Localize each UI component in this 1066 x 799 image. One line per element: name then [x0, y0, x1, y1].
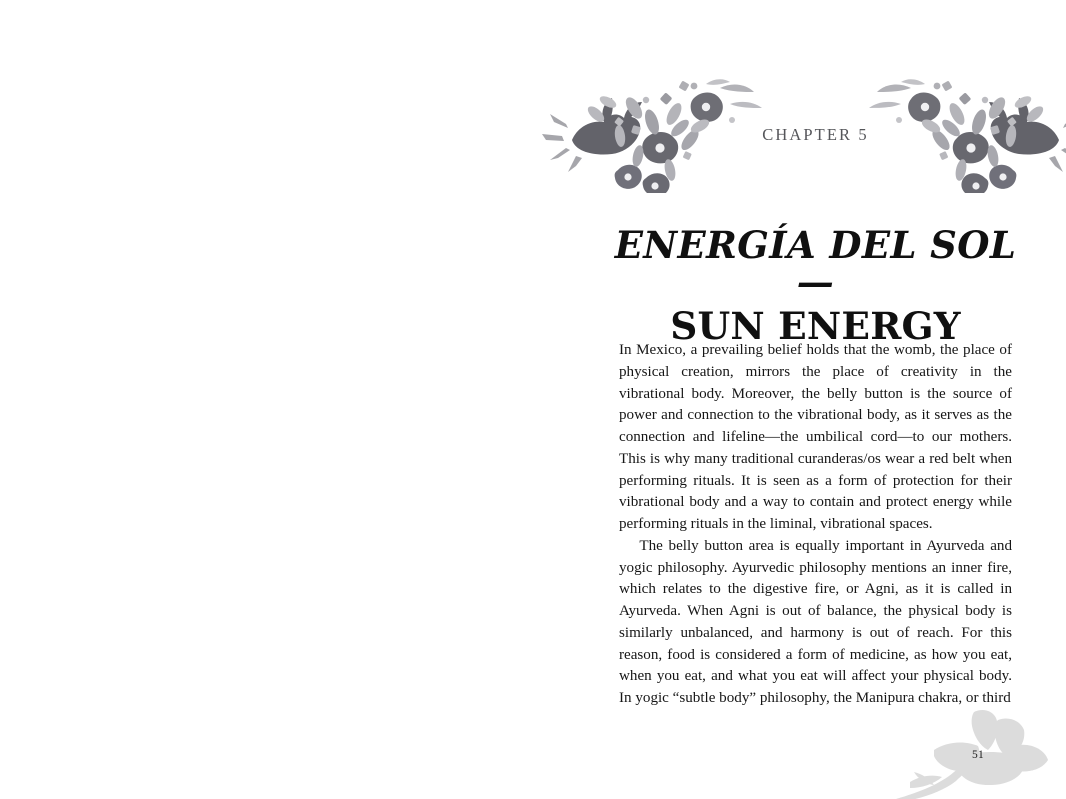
body-paragraph-1: In Mexico, a prevailing belief holds that the womb, the place of physical creation, mirrors the place of creativity in the vibrational body. Moreover, the belly button is the source of power and connection to the vibrational body, as it serves as the connection and lifeline—the umbilical cord—to our mothers. This is why many traditional curanderas/os wear a red belt when performing rituals. It is seen as a form of protection for their vibrational body and a way to contain and protect energy while performing rituals in the liminal, vibrational spaces. [619, 342, 1012, 532]
body-paragraph-2: The belly button area is equally important in Ayurveda and yogic philosophy. Ayurvedic philosophy mentions an inner fire, which relates to the digestive fire, or Agni, as it is called in Ayurveda. When Agni is out of balance, the physical body is similarly unbalanced, and harmony is out of reach. For this reason, food is considered a form of medicine, as how you eat, when you eat, and what you eat will affect your physical body. In yogic “subtle body” philosophy, the Manipura chakra, or third [619, 537, 1012, 706]
page-title [611, 223, 1020, 349]
body-text [619, 340, 1012, 710]
page-number: 51 [972, 749, 984, 761]
chapter-title-line-1: ENERGÍA DEL SOL— [614, 223, 1017, 305]
chapter-title-line-2: SUN ENERGY [670, 304, 961, 349]
chapter-label: CHAPTER 5 [762, 125, 869, 144]
recto-page-content [614, 0, 1017, 799]
